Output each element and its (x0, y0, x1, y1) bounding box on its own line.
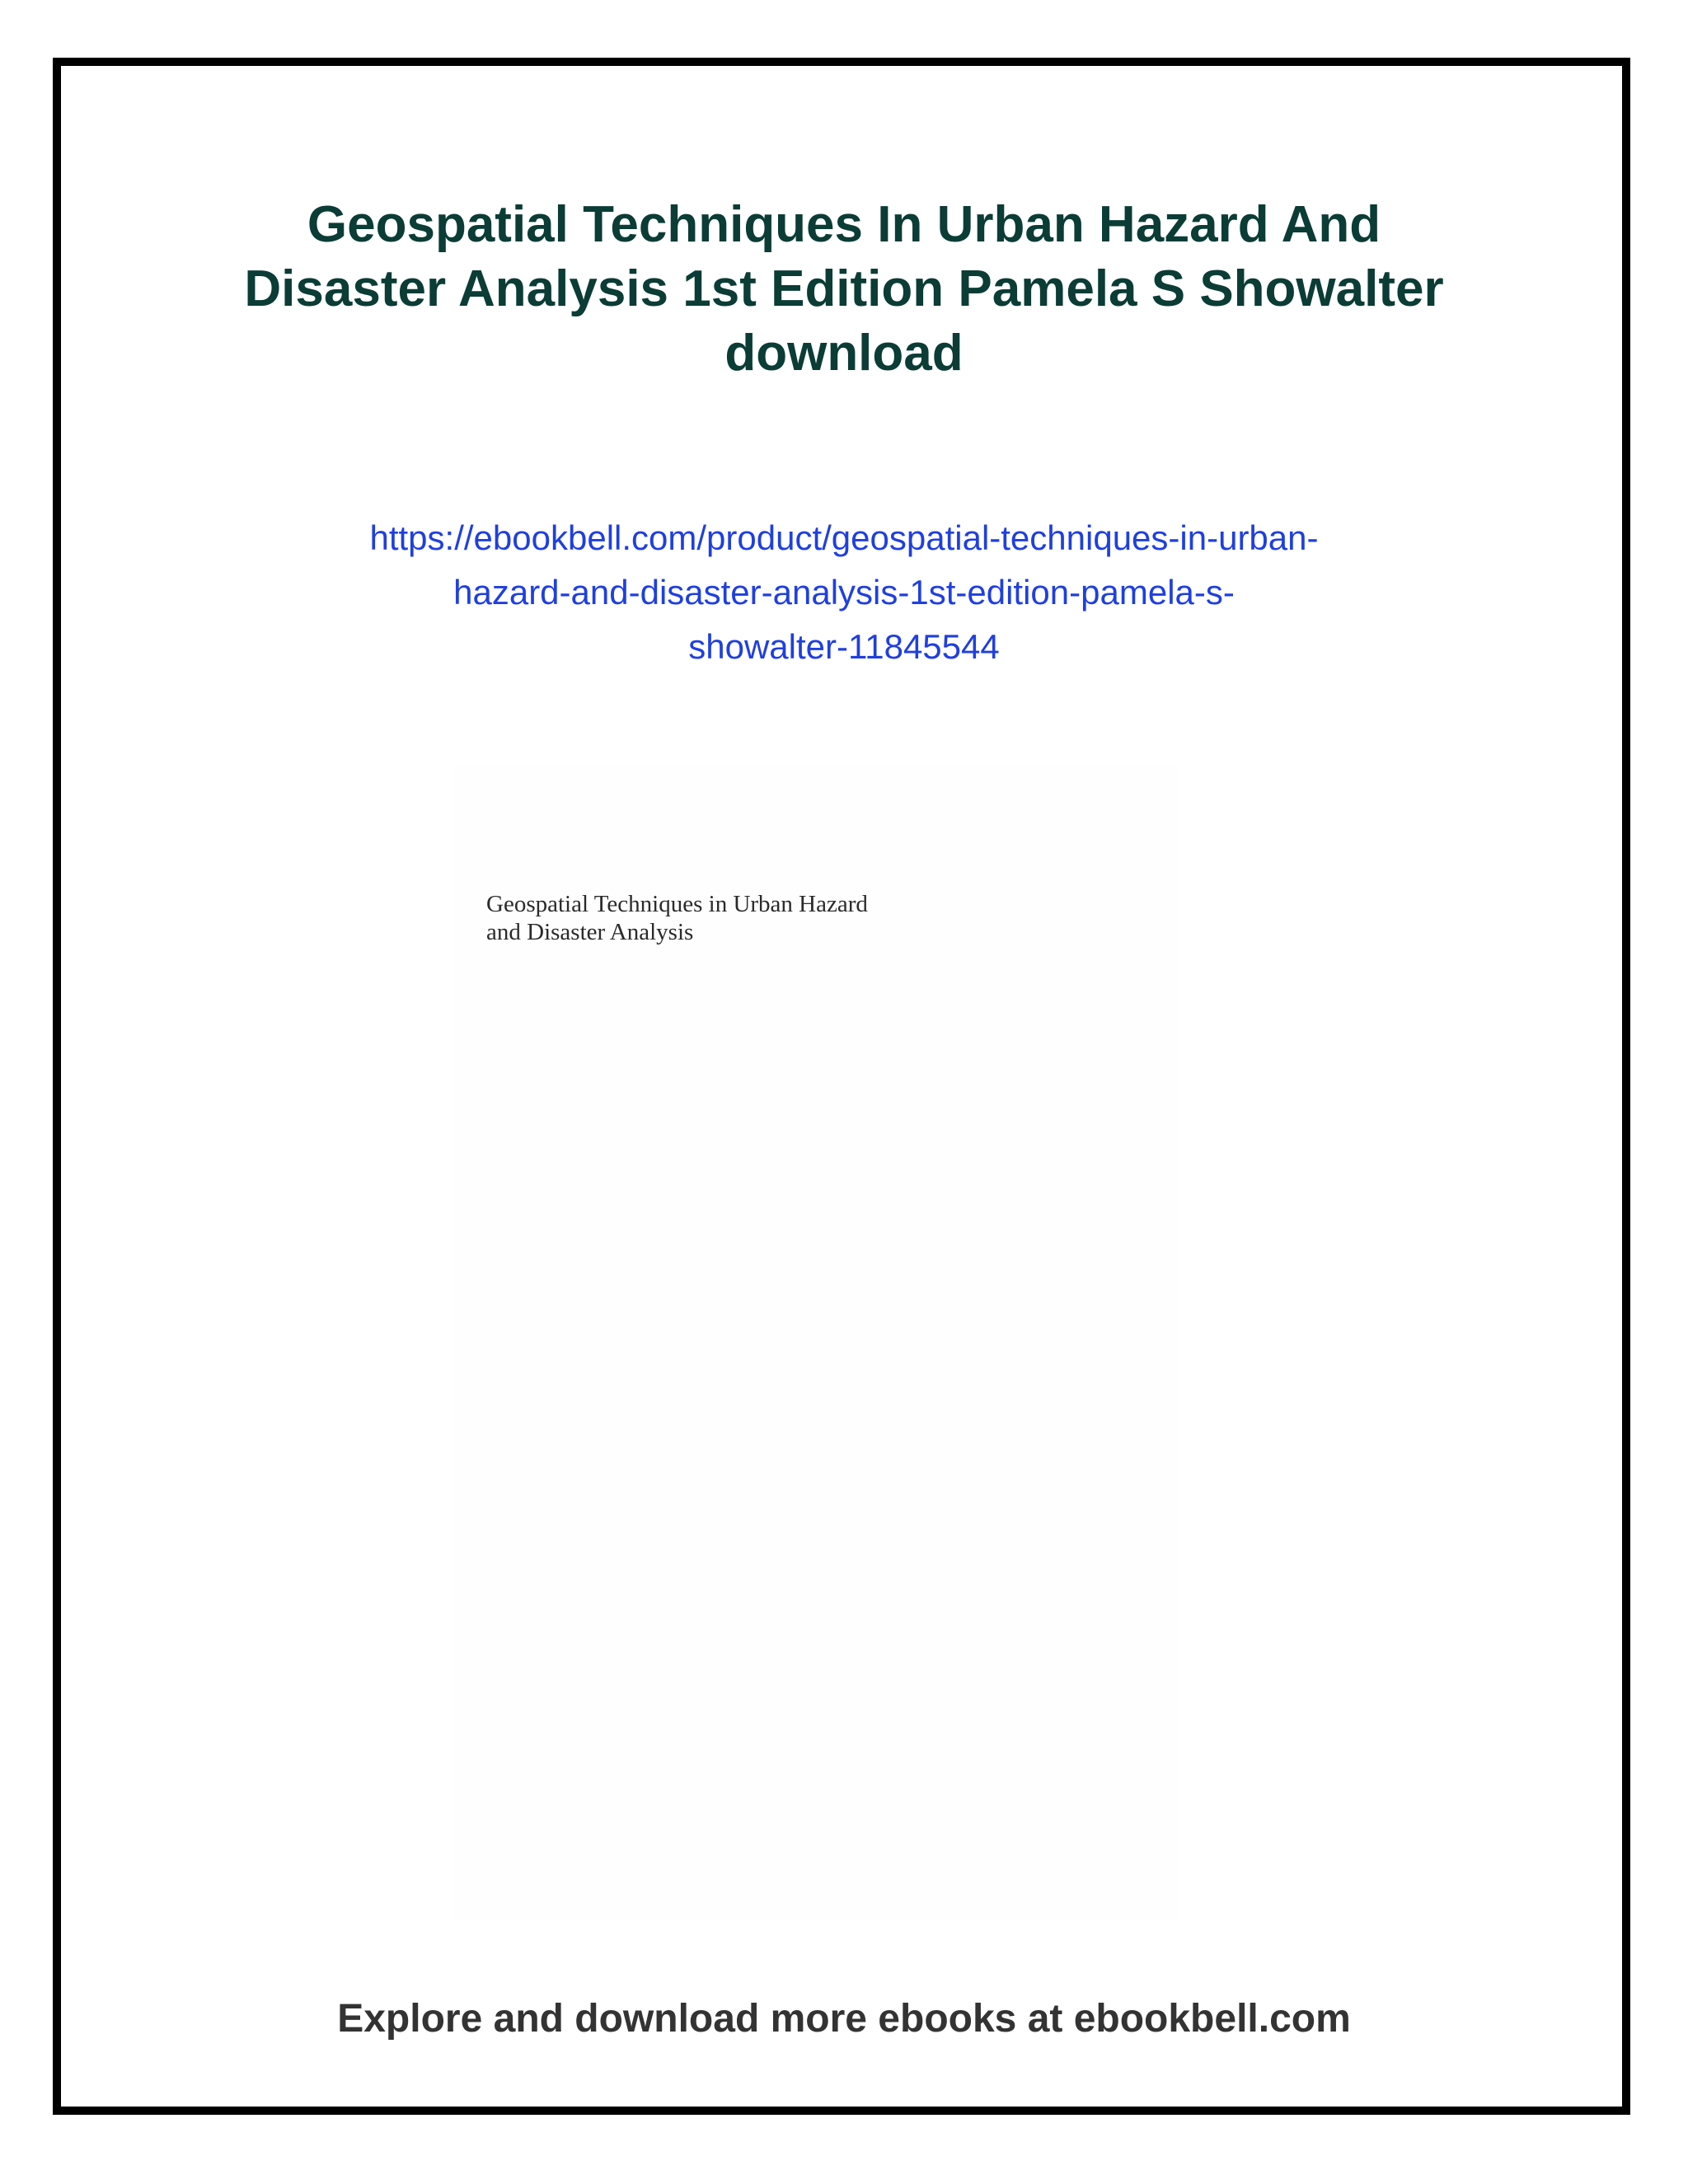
book-cover-image (453, 766, 1179, 1920)
link-line: hazard-and-disaster-analysis-1st-edition-pamela-s- (453, 573, 1235, 612)
cover-title (486, 890, 1146, 946)
link-line: showalter-11845544 (688, 627, 1000, 666)
title-line: Disaster Analysis 1st Edition Pamela S Showalter (244, 260, 1444, 317)
footer-text: Explore and download more ebooks at ebookbell.com (337, 1997, 1351, 2041)
product-link[interactable] (226, 511, 1462, 674)
cover-title-line: and Disaster Analysis (486, 919, 694, 945)
document-title (143, 193, 1545, 386)
link-line: https://ebookbell.com/product/geospatial-techniques-in-urban- (369, 518, 1319, 557)
title-line: download (724, 325, 964, 382)
cover-title-line: Geospatial Techniques in Urban Hazard (486, 891, 868, 917)
title-line: Geospatial Techniques In Urban Hazard And (307, 196, 1381, 253)
